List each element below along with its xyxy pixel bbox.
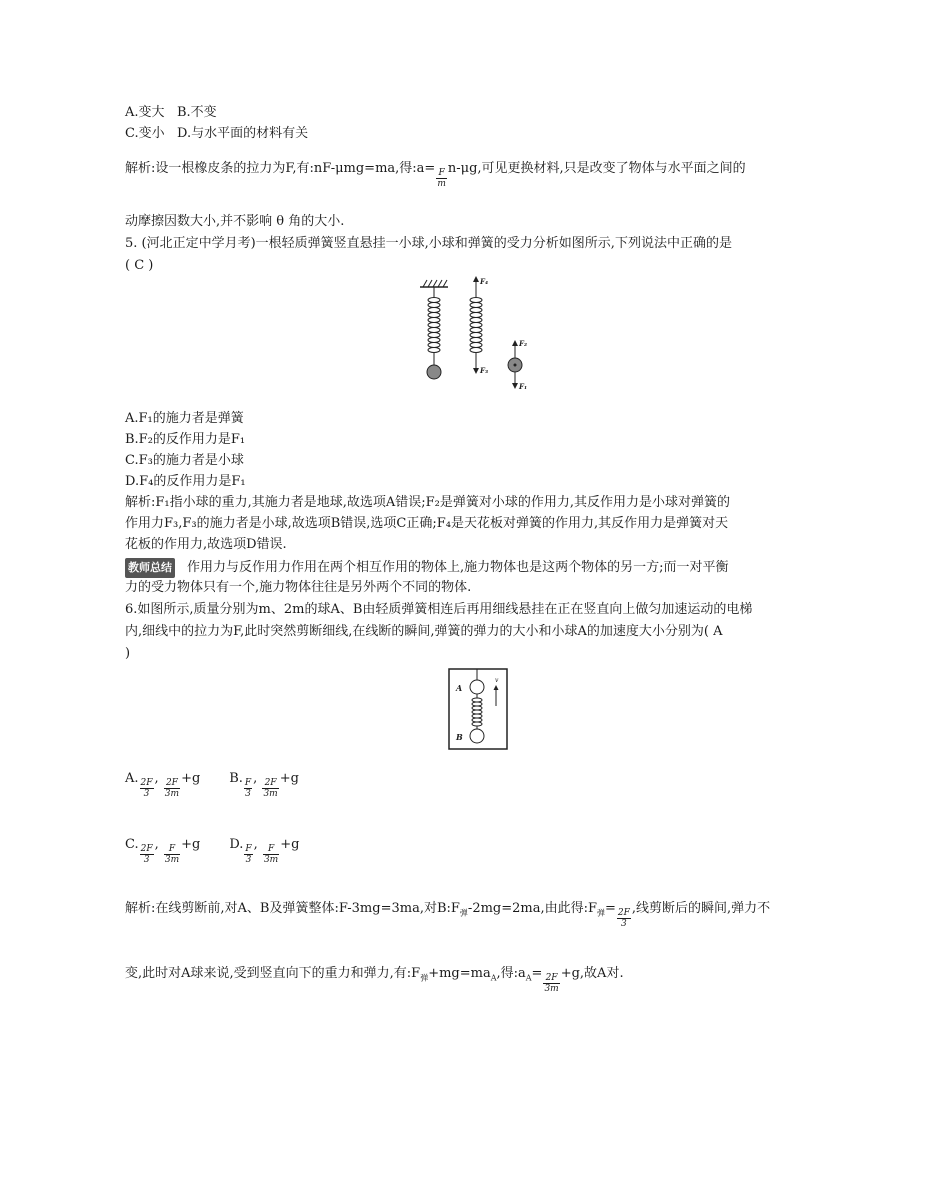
q6-analysis-line-2: 变,此时对A球来说,受到竖直向下的重力和弹力,有$:F_弹+mg=ma_A$,得$:a_A=$ $\frac{2F}{3m}$ +g,故A对. [125,966,624,994]
q4-analysis-line-1: 解析:设一根橡皮条的拉力为F,有:nF-μmg=ma,得:a= $\frac{F}{m}$ n-μg,可见更换材料,只是改变了物体与水平面之间的 [125,161,746,189]
q5-analysis-line-2: 作用力F₃,F₃的施力者是小球,故选项B错误,选项C正确;F₄是天花板对弹簧的作用力,其反作用力是弹簧对天 [125,516,729,531]
q6-elevator-figure [448,668,510,752]
fraction-2f-over-3: $\frac{2F}{3}$ [617,908,630,929]
q5-stem-line-1: 5. (河北正定中学月考)一根轻质弹簧竖直悬挂一小球,小球和弹簧的受力分析如图所示,下列说法中正确的是 [125,236,732,251]
q5-summary-line-2: 力的受力物体只有一个,施力物体往往是另外两个不同的物体. [125,580,472,595]
label-f2: F₂ [519,339,528,348]
q4-option-d: D.与水平面的材料有关 [177,126,309,141]
q4-options-row-2 [125,125,308,143]
q6-option-c: C. $\frac{2F}{3}$ , $\frac{F}{3m}$ +g [125,837,201,865]
q5-analysis-line-3: 花板的作用力,故选项D错误. [125,537,287,552]
q5-summary-line-1: 教师总结 作用力与反作用力作用在两个相互作用的物体上,施力物体也是这两个物体的另一方;而一对平衡 [125,558,729,578]
q6-stem-line-2: 内,细线中的拉力为F,此时突然剪断细线,在线断的瞬间,弹簧的弹力的大小和小球A的加速度大小分别为( A [125,624,723,639]
label-f4: F₄ [480,277,489,286]
q5-option-a: A.F₁的施力者是弹簧 [125,411,244,426]
q5-option-d: D.F₄的反作用力是F₁ [125,474,246,489]
teacher-summary-badge: 教师总结 [125,558,175,578]
label-velocity: v [495,677,499,684]
q4-option-c: C.变小 [125,126,165,141]
q6-option-b: B. $\frac{F}{3}$ , $\frac{2F}{3m}$ +g [229,771,299,799]
q5-option-c: C.F₃的施力者是小球 [125,453,244,468]
q6-stem-line-3: ) [125,646,131,661]
label-f3: F₃ [480,366,489,375]
q5-stem-line-2: ( C ) [125,258,154,273]
label-ball-a: A [456,683,463,693]
q4-analysis-line-3: 动摩擦因数大小,并不影响 θ 角的大小. [125,214,345,229]
q4-option-a: A.变大 [125,105,165,120]
q6-options-row-1 [125,770,299,799]
q6-option-a: A. $\frac{2F}{3}$ , $\frac{2F}{3m}$ +g [125,771,201,799]
fraction-f-over-m: $\frac{F}{m}$ [437,168,446,189]
q4-option-b: B.不变 [176,105,217,120]
q5-option-b: B.F₂的反作用力是F₁ [125,432,246,447]
label-ball-b: B [456,732,463,742]
q6-option-d: D. $\frac{F}{3}$ , $\frac{F}{3m}$ +g [229,837,300,865]
q6-options-row-2 [125,836,299,865]
q6-analysis-line-1: 解析:在线剪断前,对A、B及弹簧整体:F-3mg=3ma,对$B:F_弹-2mg=2ma$,由此得$:F_弹=$ $\frac{2F}{3}$ ,线剪断后的瞬间,弹力不 [125,901,771,929]
q5-spring-force-figure [410,275,540,395]
fraction-2f-over-3m: $\frac{2F}{3m}$ [544,973,559,994]
q4-options-row-1 [125,104,217,122]
q5-analysis-line-1: 解析:F₁指小球的重力,其施力者是地球,故选项A错误;F₂是弹簧对小球的作用力,其反作用力是小球对弹簧的 [125,495,731,510]
q6-stem-line-1: 6.如图所示,质量分别为m、2m的球A、B由轻质弹簧相连后再用细线悬挂在正在竖直向上做匀加速运动的电梯 [125,602,753,617]
label-f1: F₁ [519,382,528,391]
